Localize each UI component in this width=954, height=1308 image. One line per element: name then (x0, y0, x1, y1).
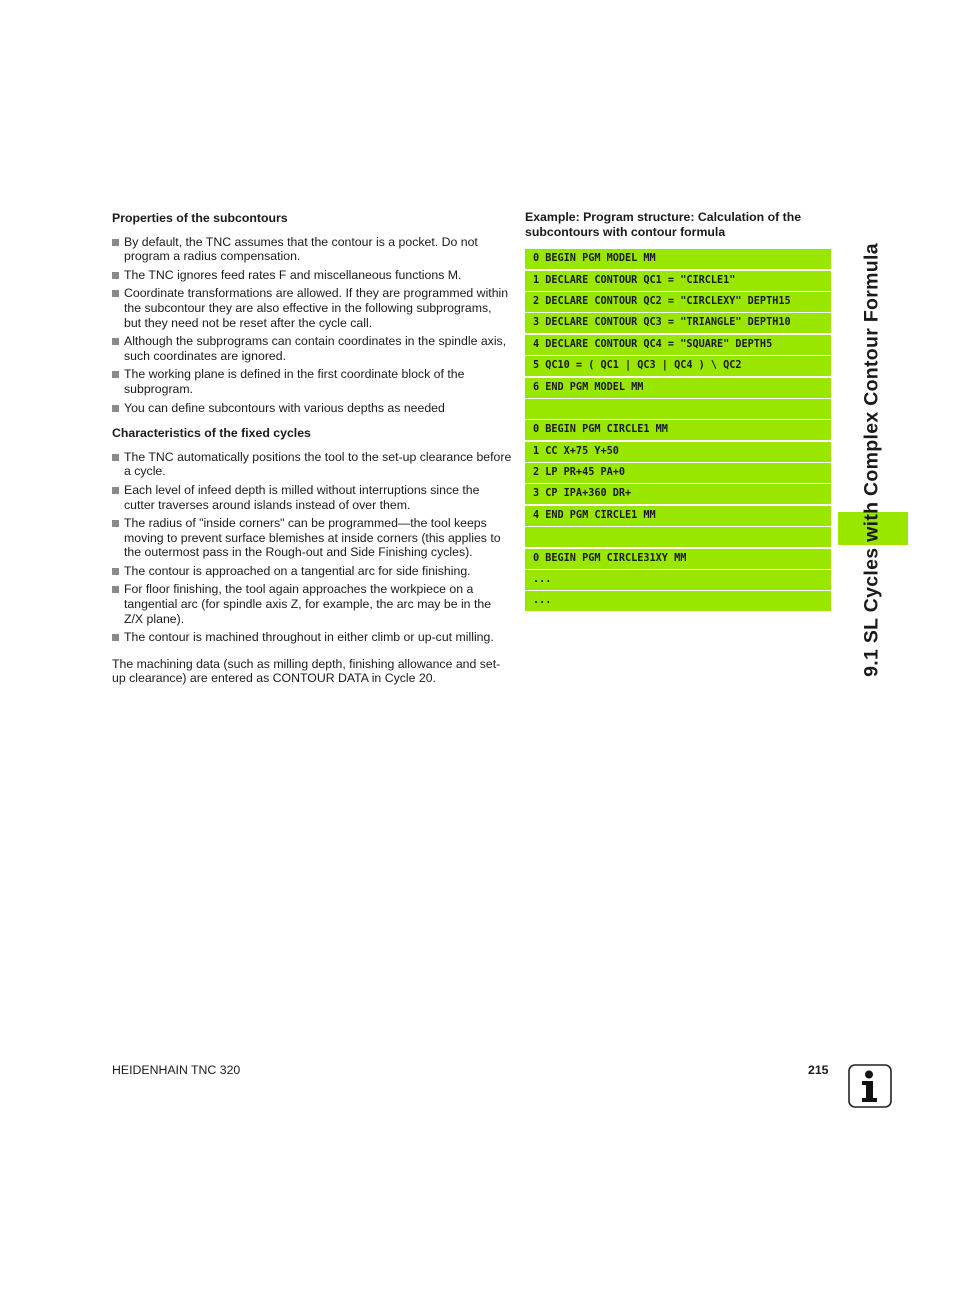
code-line: 2 LP PR+45 PA+0 (525, 463, 831, 483)
code-line: 1 DECLARE CONTOUR QC1 = "CIRCLE1" (525, 271, 831, 291)
bullet-square-icon (112, 405, 119, 412)
list-item (112, 367, 512, 396)
bullet-square-icon (112, 520, 119, 527)
code-line: 4 DECLARE CONTOUR QC4 = "SQUARE" DEPTH5 (525, 335, 831, 355)
bullet-square-icon (112, 487, 119, 494)
code-line-empty (525, 399, 831, 419)
footer-product-name: HEIDENHAIN TNC 320 (112, 1063, 241, 1077)
list-item (112, 235, 512, 264)
code-line: 3 DECLARE CONTOUR QC3 = "TRIANGLE" DEPTH10 (525, 313, 831, 333)
list-item (112, 582, 512, 626)
bullet-square-icon (112, 338, 119, 345)
bullet-square-icon (112, 586, 119, 593)
list-item (112, 334, 512, 363)
list-item-text: The TNC ignores feed rates F and miscellaneous functions M. (124, 267, 462, 282)
list-item (112, 450, 512, 479)
list-item (112, 516, 512, 560)
list-item (112, 286, 512, 330)
code-line: ... (525, 570, 831, 590)
page-number: 215 (808, 1063, 829, 1077)
list-item (112, 401, 512, 416)
list-item-text: The working plane is defined in the first coordinate block of the subprogram. (124, 367, 465, 396)
section-heading-characteristics: Characteristics of the fixed cycles (112, 426, 311, 441)
section-heading-properties: Properties of the subcontours (112, 211, 288, 225)
code-line: ... (525, 591, 831, 611)
list-item-text: Although the subprograms can contain coordinates in the spindle axis, such coordinates are ignored. (124, 334, 507, 363)
example-heading: Example: Program structure: Calculation of the subcontours with contour formula (525, 210, 802, 239)
code-line: 0 BEGIN PGM CIRCLE31XY MM (525, 549, 831, 569)
list-item (112, 564, 512, 579)
list-item (112, 483, 512, 512)
code-line: 6 END PGM MODEL MM (525, 378, 831, 398)
bullet-square-icon (112, 634, 119, 641)
bullet-square-icon (112, 371, 119, 378)
list-item-text: By default, the TNC assumes that the contour is a pocket. Do not program a radius compensation. (124, 234, 478, 264)
bullet-square-icon (112, 454, 119, 461)
list-item-text: You can define subcontours with various depths as needed (124, 400, 445, 415)
code-line: 4 END PGM CIRCLE1 MM (525, 506, 831, 526)
properties-list (112, 235, 512, 416)
code-line: 2 DECLARE CONTOUR QC2 = "CIRCLEXY" DEPTH15 (525, 292, 831, 312)
code-block (525, 249, 831, 611)
example-column (525, 210, 831, 613)
code-line-empty (525, 527, 831, 547)
list-item (112, 630, 512, 645)
list-item-text: For floor finishing, the tool again approaches the workpiece on a tangential arc (for spindle axis Z, for example, the arc may be in the Z/X plane). (124, 582, 492, 626)
bullet-square-icon (112, 272, 119, 279)
list-item-text: Coordinate transformations are allowed. If they are programmed within the subcontour they are also effective in the following subprograms, but they need not be reset after the cycle call. (124, 286, 509, 330)
list-item (112, 268, 512, 283)
list-item-text: The TNC automatically positions the tool to the set-up clearance before a cycle. (124, 449, 512, 479)
code-line: 3 CP IPA+360 DR+ (525, 484, 831, 504)
bullet-square-icon (112, 290, 119, 297)
side-title-text: 9.1 SL Cycles with Complex Contour Formula (860, 243, 883, 677)
list-item-text: Each level of infeed depth is milled without interruptions since the cutter traverses around islands instead of over them. (124, 482, 480, 512)
bullet-square-icon (112, 568, 119, 575)
machining-data-paragraph: The machining data (such as milling depth, finishing allowance and set-up clearance) are entered as CONTOUR DATA in Cycle 20. (112, 656, 501, 686)
bullet-square-icon (112, 239, 119, 246)
list-item-text: The radius of "inside corners" can be programmed—the tool keeps moving to prevent surface blemishes at inside corners (this applies to the outermost pass in the Rough-out and Side Finishing cycles). (124, 516, 501, 560)
list-item-text: The contour is approached on a tangential arc for side finishing. (124, 563, 471, 578)
left-column (112, 211, 512, 686)
characteristics-list (112, 450, 512, 645)
code-line: 5 QC10 = ( QC1 | QC3 | QC4 ) \ QC2 (525, 356, 831, 376)
list-item-text: The contour is machined throughout in either climb or up-cut milling. (124, 630, 494, 645)
code-line: 0 BEGIN PGM CIRCLE1 MM (525, 420, 831, 440)
info-icon (848, 1064, 892, 1108)
code-line: 0 BEGIN PGM MODEL MM (525, 249, 831, 269)
code-line: 1 CC X+75 Y+50 (525, 442, 831, 462)
